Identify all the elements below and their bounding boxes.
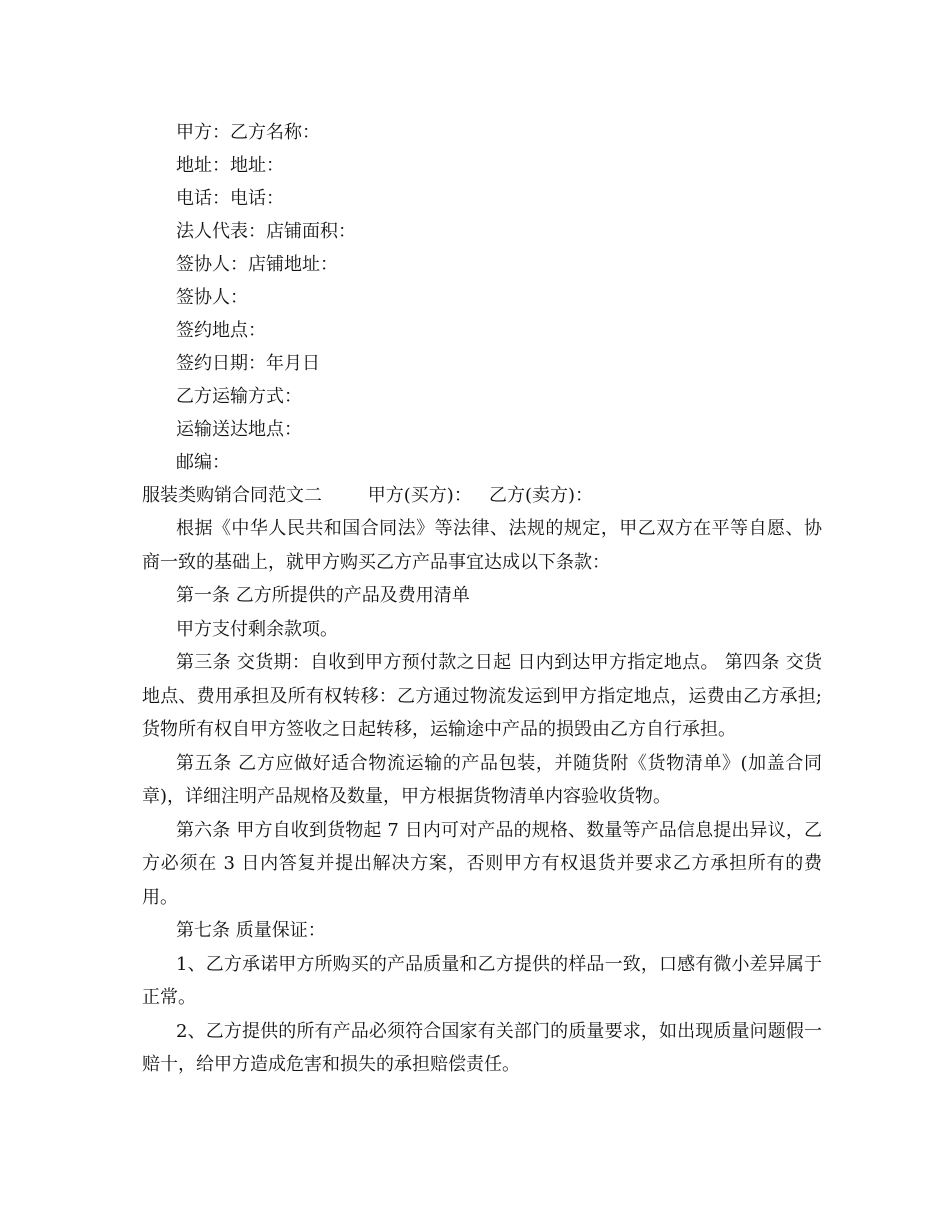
document-body [142, 116, 822, 1082]
contract-title-line: 服装类购销合同范文二 甲方(买方)： 乙方(卖方)： [142, 485, 594, 506]
address-line: 地址：地址： [176, 155, 284, 176]
article-6: 第六条 甲方自收到货物起 7 日内可对产品的规格、数量等产品信息提出异议，乙方必须在 3 日内答复并提出解决方案，否则甲方有权退货并要求乙方承担所有的费用。 [142, 819, 822, 908]
signatory-line: 签协人： [176, 287, 248, 308]
signatory-shop-address-line: 签协人：店铺地址： [176, 254, 338, 275]
article-3-4: 第三条 交货期：自收到甲方预付款之日起 日内到达甲方指定地点。 第四条 交货地点、费用承担及所有权转移：乙方通过物流发运到甲方指定地点，运费由乙方承担;货物所有权自甲方签收之日起转移，运输途中产品的损毁由乙方自行承担。 [142, 652, 822, 740]
delivery-place-line: 运输送达地点： [176, 419, 302, 440]
signing-place-line: 签约地点： [176, 320, 266, 341]
party-a-name-line: 甲方：乙方名称： [176, 122, 320, 143]
postcode-line: 邮编： [176, 452, 230, 473]
article-5: 第五条 乙方应做好适合物流运输的产品包装，并随货附《货物清单》(加盖合同章)，详细注明产品规格及数量，甲方根据货物清单内容验收货物。 [142, 752, 822, 807]
article-7: 第七条 质量保证： [176, 920, 326, 941]
payment-paragraph: 甲方支付剩余款项。 [176, 618, 338, 640]
intro-paragraph: 根据《中华人民共和国合同法》等法律、法规的规定，甲乙双方在平等自愿、协商一致的基础上，就甲方购买乙方产品事宜达成以下条款： [142, 518, 822, 573]
phone-line: 电话：电话： [176, 188, 284, 209]
transport-method-line: 乙方运输方式： [176, 386, 302, 407]
quality-item-2: 2、乙方提供的所有产品必须符合国家有关部门的质量要求，如出现质量问题假一赔十，给甲方造成危害和损失的承担赔偿责任。 [142, 1020, 822, 1075]
legal-rep-line: 法人代表：店铺面积： [176, 221, 356, 242]
quality-item-1: 1、乙方承诺甲方所购买的产品质量和乙方提供的样品一致，口感有微小差异属于正常。 [142, 953, 822, 1008]
article-1: 第一条 乙方所提供的产品及费用清单 [176, 585, 470, 606]
signing-date-line: 签约日期：年月日 [176, 353, 320, 374]
